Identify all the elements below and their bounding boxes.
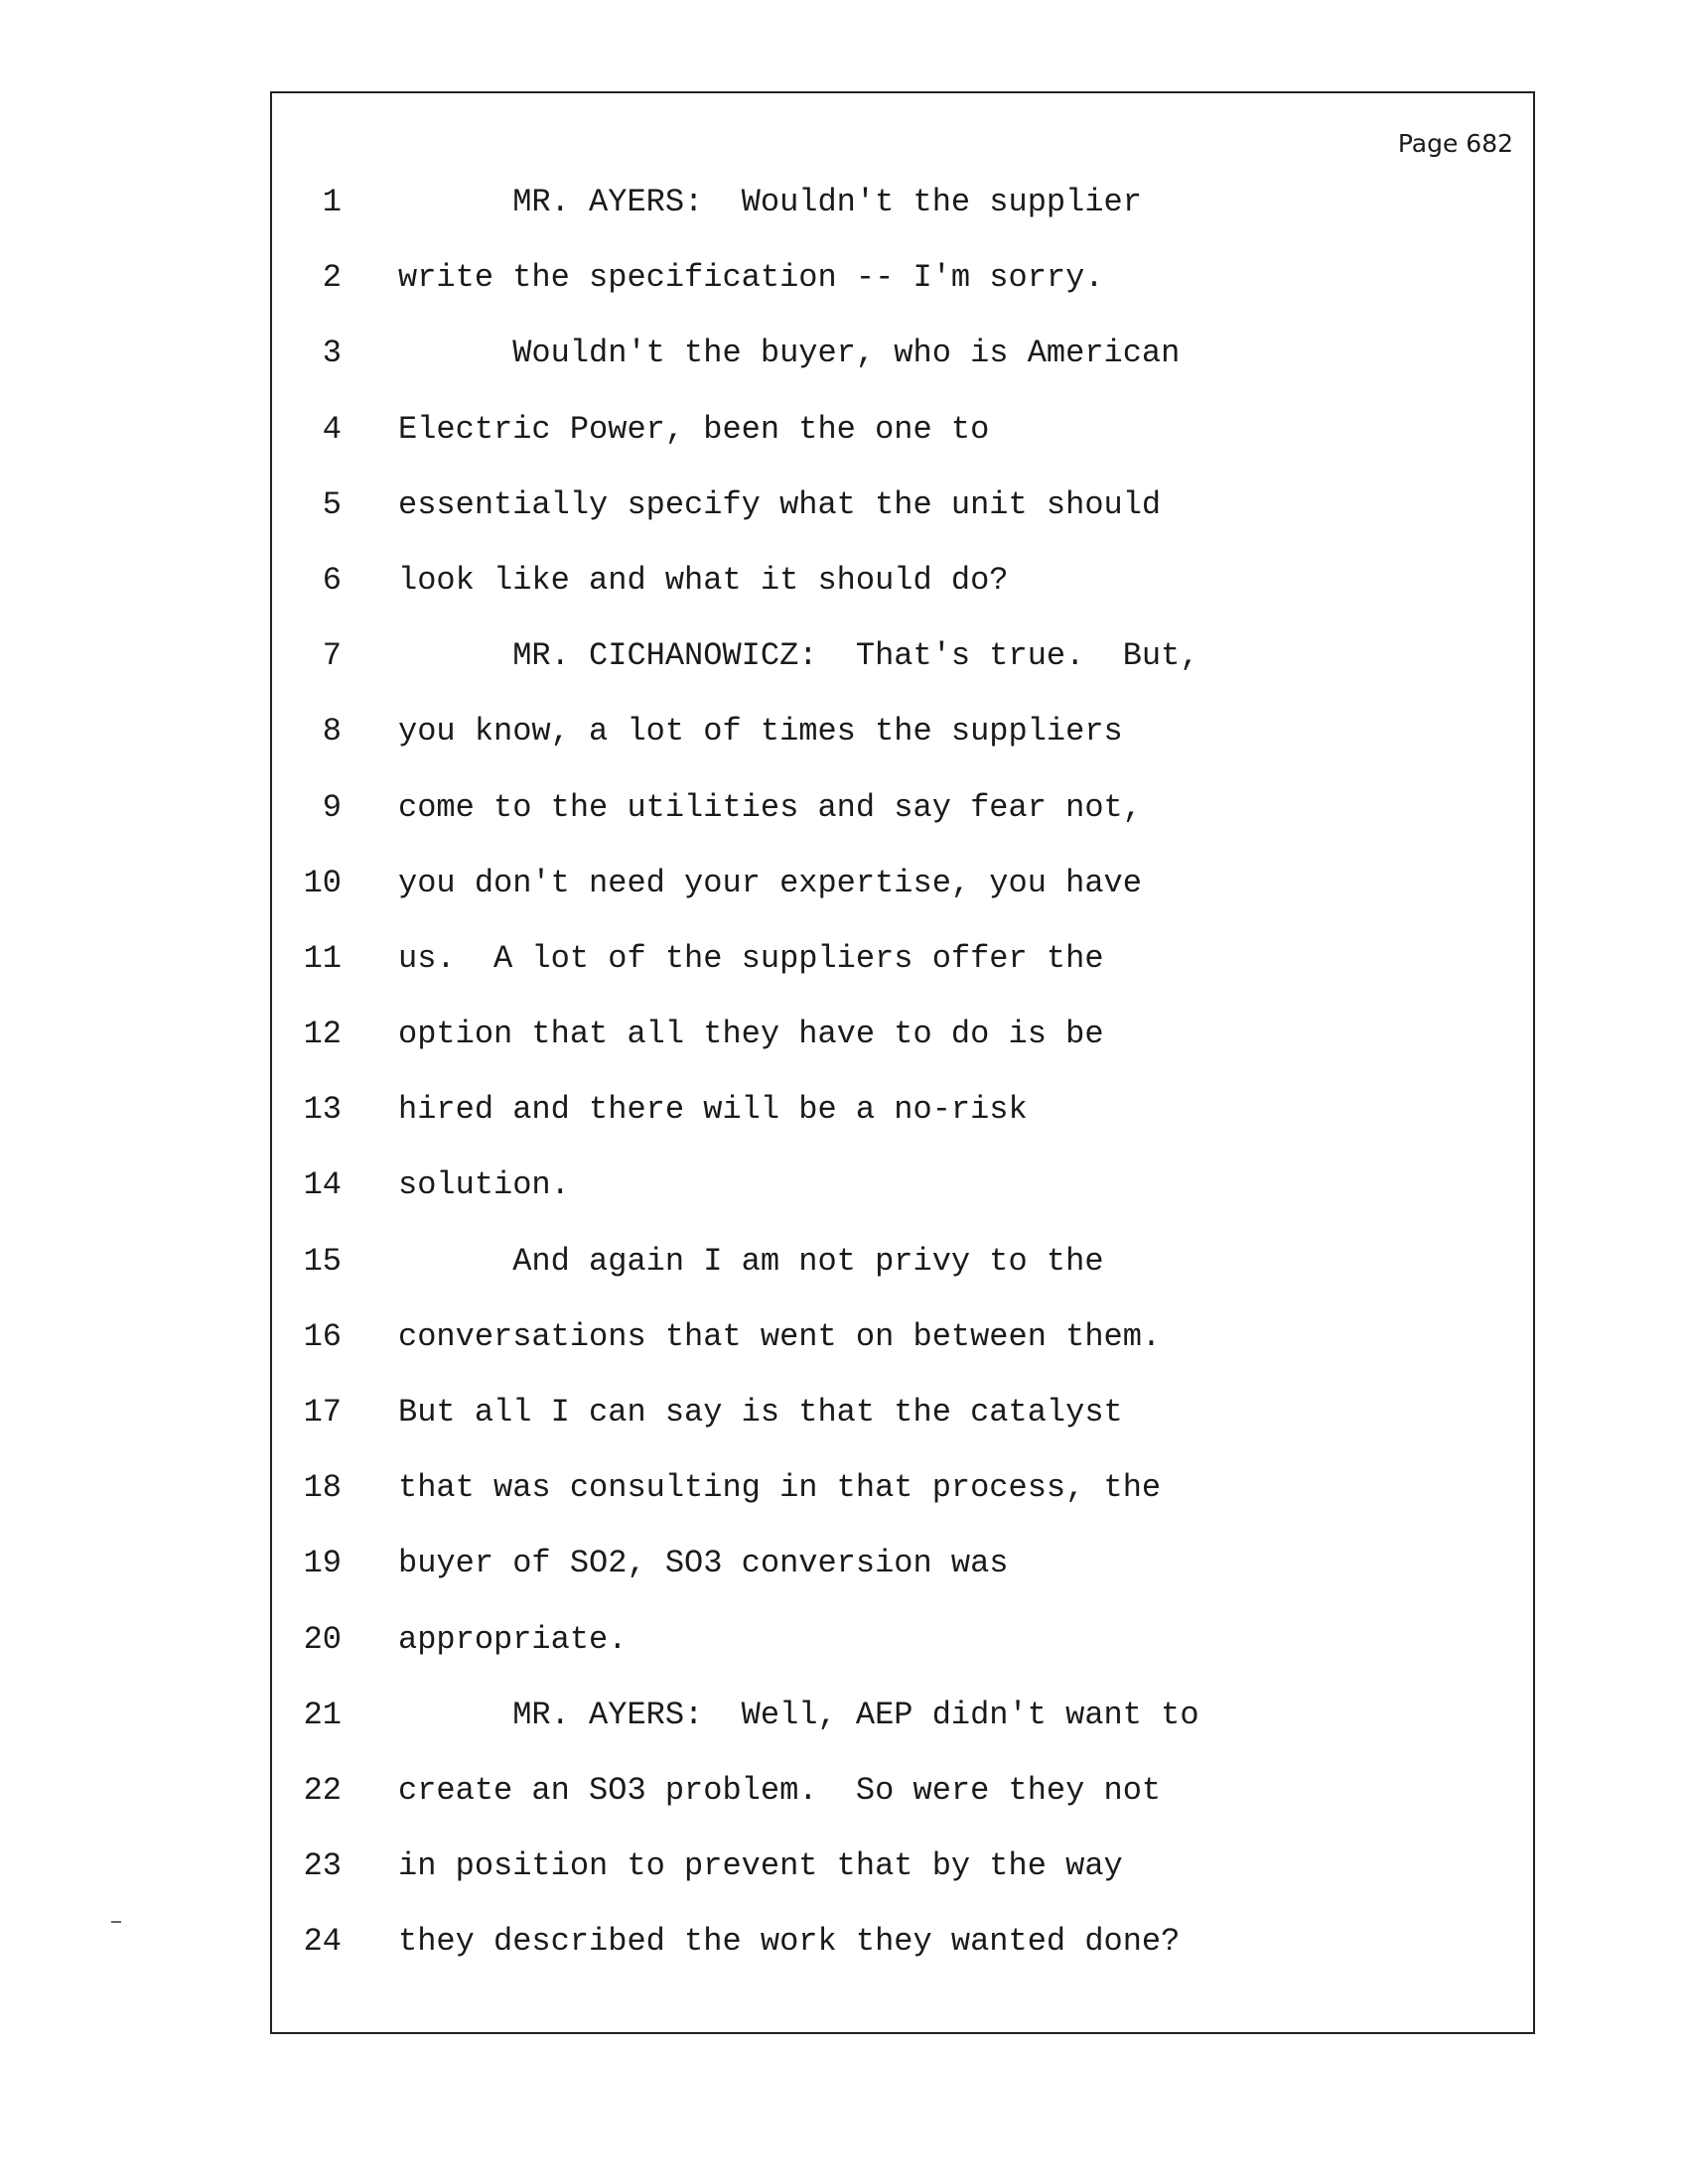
transcript-line (272, 997, 1533, 1072)
transcript-line (272, 1224, 1533, 1299)
line-text: buyer of SO2, SO3 conversion was (398, 1545, 1009, 1582)
line-number: 6 (322, 561, 342, 599)
transcript-line (272, 468, 1533, 543)
line-number: 2 (322, 259, 342, 297)
transcript-line (272, 1375, 1533, 1450)
line-text: appropriate. (398, 1620, 628, 1658)
line-text: option that all they have to do is be (398, 1016, 1104, 1053)
line-number: 11 (303, 939, 342, 977)
line-text: hired and there will be a no-risk (398, 1091, 1028, 1129)
line-number: 15 (303, 1242, 342, 1280)
line-text: MR. AYERS: Wouldn't the supplier (398, 184, 1142, 220)
transcript-line (272, 543, 1533, 618)
line-text: write the specification -- I'm sorry. (398, 259, 1104, 297)
transcript-line (272, 240, 1533, 316)
line-text: MR. AYERS: Well, AEP didn't want to (398, 1696, 1199, 1733)
line-text: that was consulting in that process, the (398, 1469, 1162, 1507)
line-number: 17 (303, 1394, 342, 1431)
line-text: But all I can say is that the catalyst (398, 1394, 1123, 1431)
page-number: Page 682 (1397, 129, 1513, 158)
line-text: you know, a lot of times the suppliers (398, 713, 1123, 751)
line-number: 21 (303, 1696, 342, 1733)
line-number: 4 (322, 410, 342, 448)
line-number: 14 (303, 1166, 342, 1204)
transcript-line (272, 165, 1533, 240)
line-number: 19 (303, 1545, 342, 1582)
transcript-line (272, 1904, 1533, 1979)
line-number: 7 (322, 637, 342, 675)
transcript-line (272, 1829, 1533, 1904)
transcript-line (272, 1602, 1533, 1678)
line-text: conversations that went on between them. (398, 1317, 1162, 1355)
line-text: essentially specify what the unit should (398, 485, 1162, 523)
transcript-line (272, 1299, 1533, 1375)
transcript-line (272, 770, 1533, 846)
line-text: solution. (398, 1166, 570, 1204)
line-number: 12 (303, 1016, 342, 1053)
line-number: 16 (303, 1317, 342, 1355)
transcript-page (270, 91, 1535, 2034)
transcript-line (272, 1450, 1533, 1526)
transcript-line (272, 1072, 1533, 1148)
line-number: 8 (322, 713, 342, 751)
line-number: 24 (303, 1923, 342, 1961)
transcript-line (272, 694, 1533, 769)
line-number: 22 (303, 1771, 342, 1809)
line-number: 5 (322, 485, 342, 523)
transcript-line (272, 618, 1533, 694)
transcript-line (272, 1753, 1533, 1829)
transcript-line (272, 392, 1533, 468)
margin-mark (111, 1921, 121, 1923)
line-number: 13 (303, 1091, 342, 1129)
transcript-body (272, 165, 1533, 1980)
line-text: Electric Power, been the one to (398, 410, 990, 448)
transcript-line (272, 846, 1533, 921)
transcript-line (272, 1148, 1533, 1223)
line-number: 18 (303, 1469, 342, 1507)
line-text: us. A lot of the suppliers offer the (398, 939, 1104, 977)
transcript-line (272, 1678, 1533, 1753)
line-text: come to the utilities and say fear not, (398, 788, 1142, 826)
line-text: look like and what it should do? (398, 561, 1009, 599)
line-text: they described the work they wanted done? (398, 1923, 1181, 1961)
line-text: MR. CICHANOWICZ: That's true. But, (398, 637, 1199, 675)
transcript-line (272, 316, 1533, 391)
line-text: And again I am not privy to the (398, 1242, 1104, 1280)
line-text: in position to prevent that by the way (398, 1847, 1123, 1885)
line-text: create an SO3 problem. So were they not (398, 1771, 1162, 1809)
line-number: 20 (303, 1620, 342, 1658)
line-number: 1 (322, 184, 342, 220)
line-number: 9 (322, 788, 342, 826)
line-number: 3 (322, 335, 342, 372)
transcript-line (272, 921, 1533, 997)
line-text: Wouldn't the buyer, who is American (398, 335, 1181, 372)
line-number: 23 (303, 1847, 342, 1885)
line-text: you don't need your expertise, you have (398, 864, 1142, 901)
line-number: 10 (303, 864, 342, 901)
transcript-line (272, 1526, 1533, 1601)
